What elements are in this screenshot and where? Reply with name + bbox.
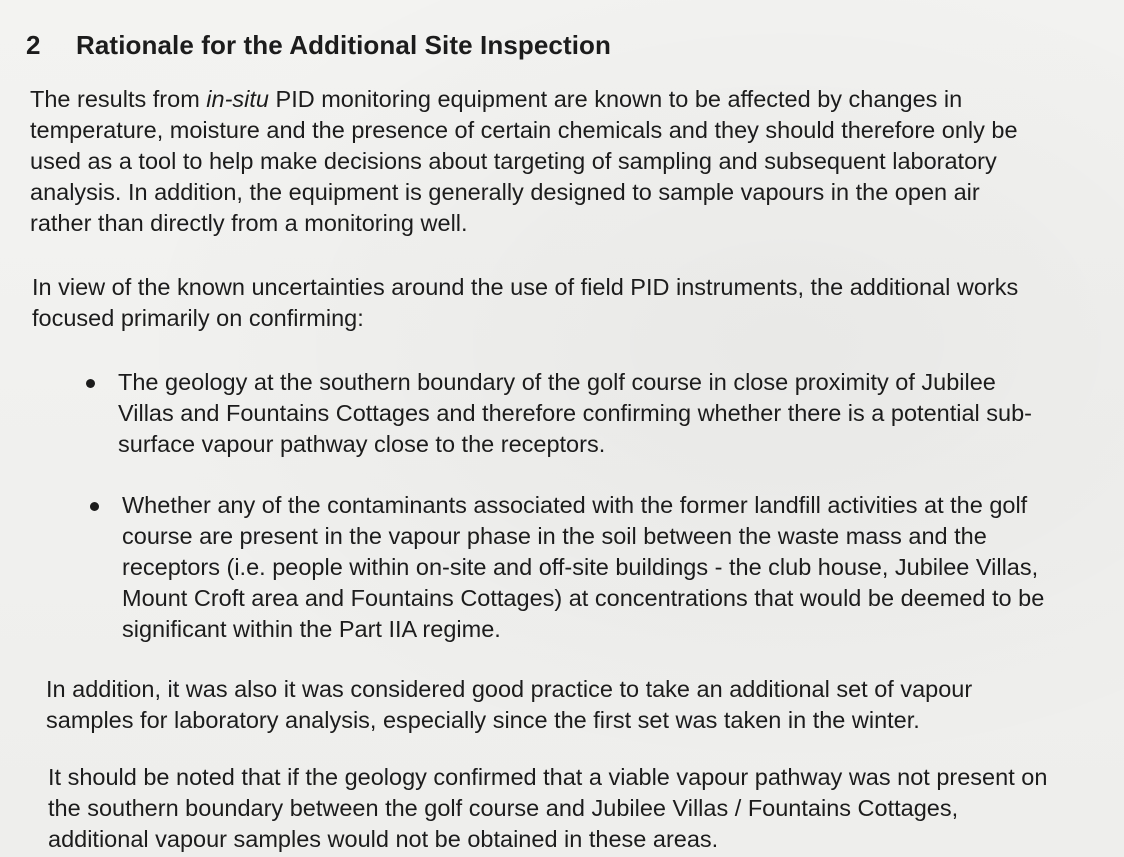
paragraph-note (48, 762, 1047, 855)
emphasis-in-situ: in-situ (206, 86, 269, 112)
text-run: The results from (30, 86, 207, 112)
paragraph-line: rather than directly from a monitoring well. (30, 210, 468, 236)
paragraph-line: the southern boundary between the golf course and Jubilee Villas / Fountains Cottages, (48, 795, 959, 821)
text-run: PID monitoring equipment are known to be affected by changes in (268, 86, 963, 112)
bullet-item-geology (118, 367, 1032, 460)
paragraph-line: It should be noted that if the geology confirmed that a viable vapour pathway was not present on (48, 764, 1048, 790)
bullet-line: surface vapour pathway close to the receptors. (118, 431, 606, 457)
bullet-dot-icon (90, 502, 99, 511)
paragraph-uncertainties (32, 272, 1018, 334)
paragraph-line: In view of the known uncertainties around the use of field PID instruments, the additional works (32, 274, 1019, 300)
section-heading (26, 30, 611, 61)
section-number: 2 (26, 30, 41, 60)
paragraph-line: In addition, it was also it was considered good practice to take an additional set of vapour (46, 676, 973, 702)
bullet-line: course are present in the vapour phase in the soil between the waste mass and the (122, 523, 987, 549)
paragraph-good-practice (46, 674, 972, 736)
bullet-line: Whether any of the contaminants associated with the former landfill activities at the golf (122, 492, 1028, 518)
bullet-line: receptors (i.e. people within on-site and off-site buildings - the club house, Jubilee Villas, (122, 554, 1039, 580)
bullet-line: Mount Croft area and Fountains Cottages) at concentrations that would be deemed to be (122, 585, 1045, 611)
bullet-dot-icon (86, 379, 95, 388)
paragraph-line: used as a tool to help make decisions about targeting of sampling and subsequent laboratory (30, 148, 997, 174)
section-title: Rationale for the Additional Site Inspection (76, 30, 612, 60)
bullet-line: The geology at the southern boundary of the golf course in close proximity of Jubilee (118, 369, 996, 395)
paragraph-line: additional vapour samples would not be obtained in these areas. (48, 826, 719, 852)
bullet-line: significant within the Part IIA regime. (122, 616, 501, 642)
paragraph-line (30, 84, 1018, 115)
paragraph-line: temperature, moisture and the presence of certain chemicals and they should therefore only be (30, 117, 1018, 143)
paragraph-line: focused primarily on confirming: (32, 305, 364, 331)
paragraph-line: analysis. In addition, the equipment is generally designed to sample vapours in the open air (30, 179, 980, 205)
paragraph-line: samples for laboratory analysis, especially since the first set was taken in the winter. (46, 707, 920, 733)
paragraph-pid-limitations (30, 84, 1018, 239)
bullet-line: Villas and Fountains Cottages and therefore confirming whether there is a potential sub- (118, 400, 1032, 426)
bullet-item-contaminants (122, 490, 1044, 645)
